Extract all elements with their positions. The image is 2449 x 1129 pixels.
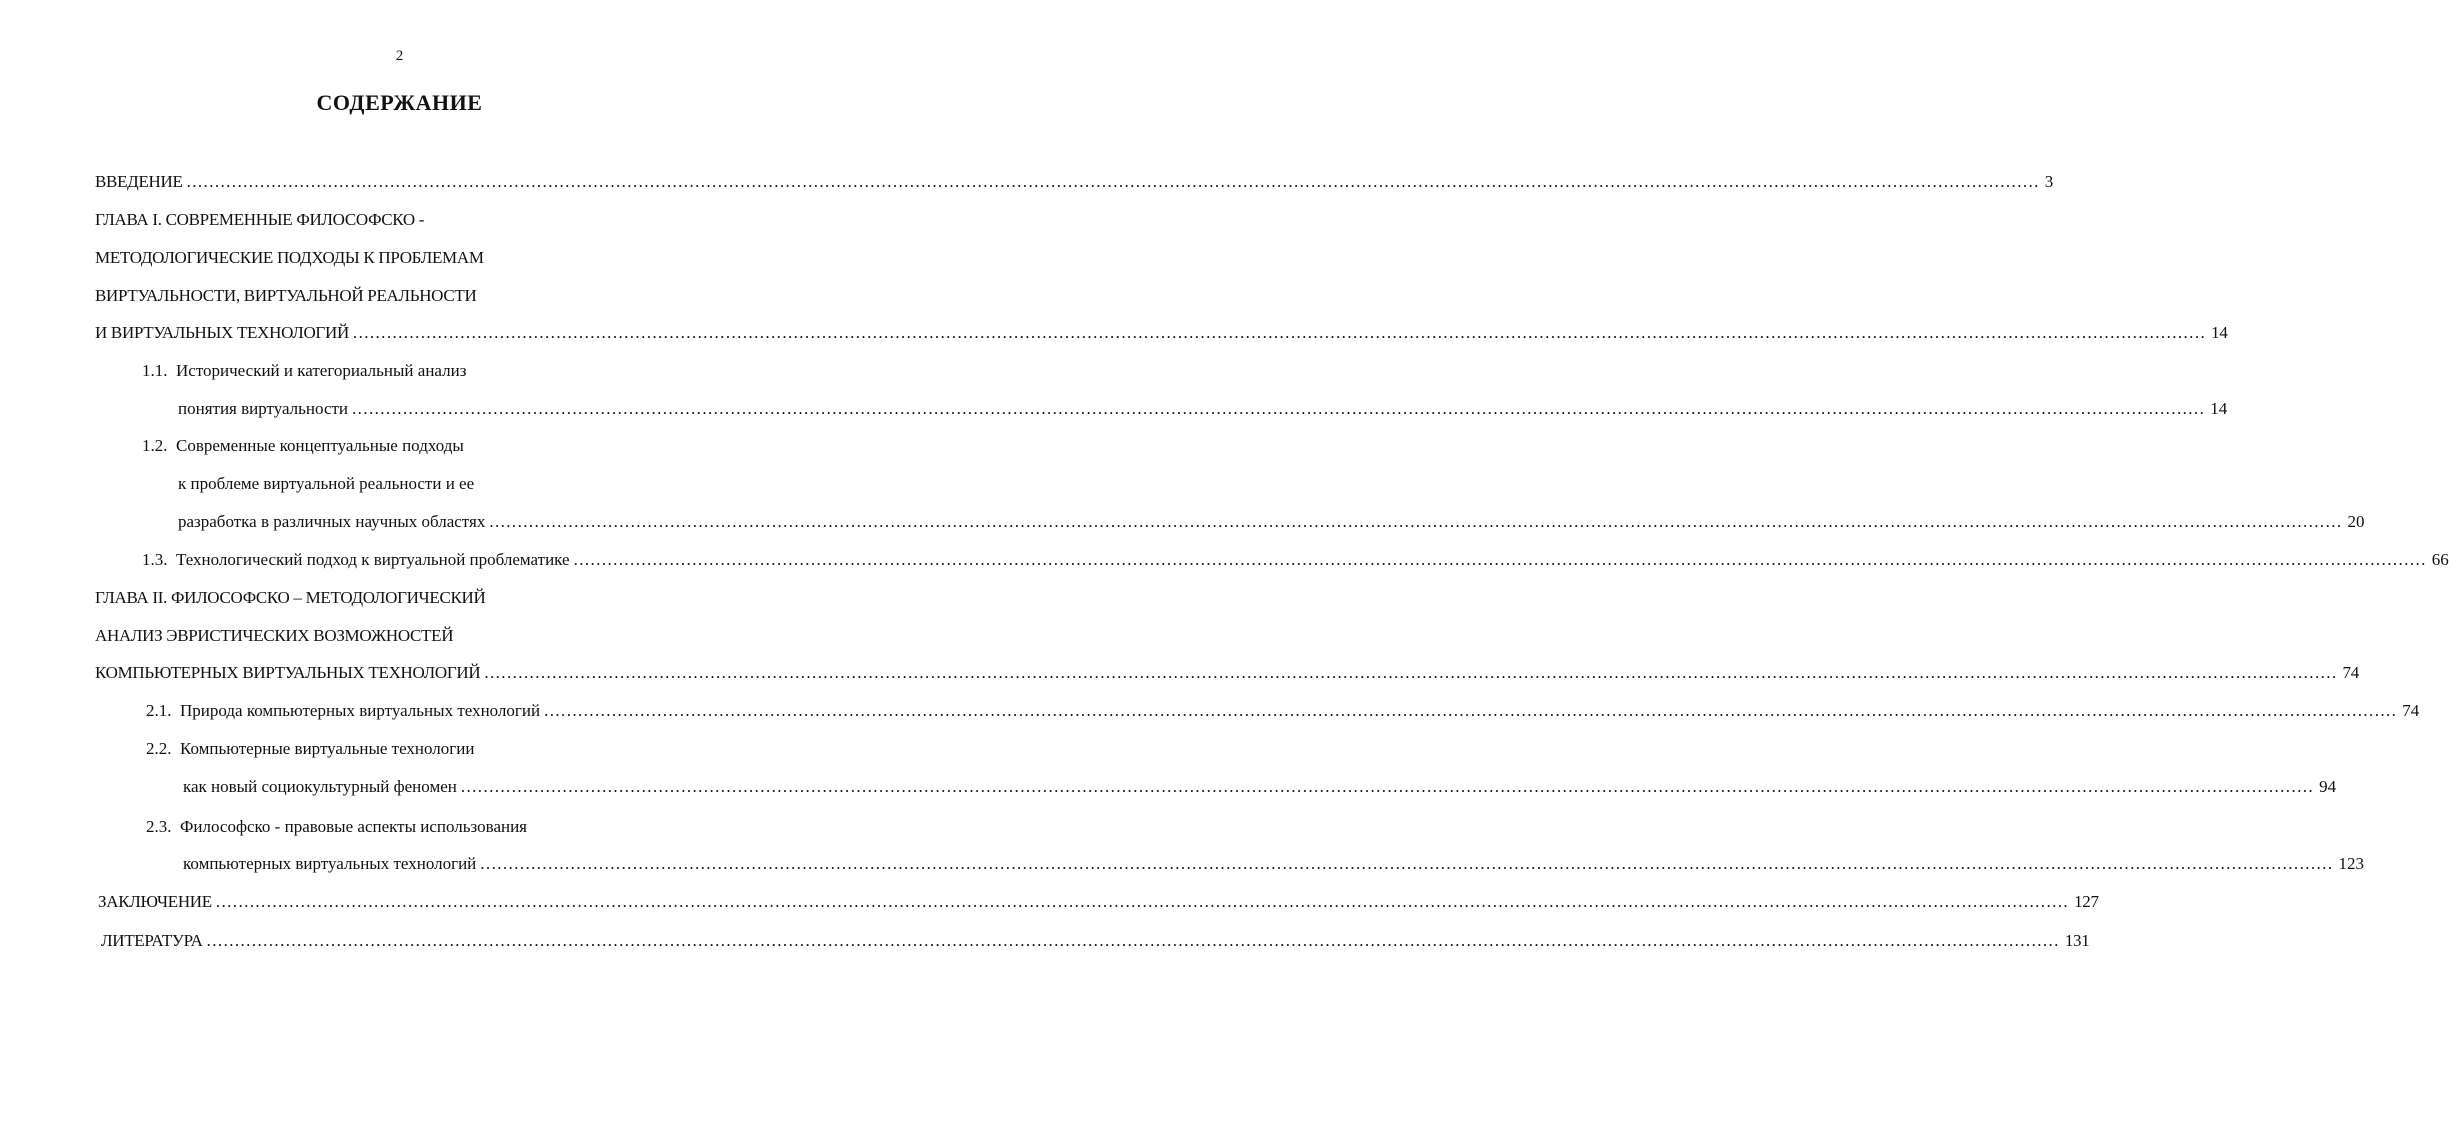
toc-section-1-2-line-3[interactable]	[178, 510, 2365, 534]
toc-entry-literature[interactable]	[101, 929, 2090, 953]
toc-page-number: 14	[2210, 399, 2228, 418]
toc-entry-title: Философско - правовые аспекты использования	[180, 817, 527, 836]
toc-entry-title: АНАЛИЗ ЭВРИСТИЧЕСКИХ ВОЗМОЖНОСТЕЙ	[95, 626, 454, 645]
toc-entry-title: МЕТОДОЛОГИЧЕСКИЕ ПОДХОДЫ К ПРОБЛЕМАМ	[95, 248, 484, 267]
toc-entry-title: ВИРТУАЛЬНОСТИ, ВИРТУАЛЬНОЙ РЕАЛЬНОСТИ	[95, 286, 477, 305]
toc-entry-title: понятия виртуальности	[178, 399, 349, 418]
toc-entry-title: ВВЕДЕНИЕ	[95, 172, 183, 191]
dot-leader: ........................................................................................................................................................................................................................................................................................................................................	[480, 854, 2334, 873]
toc-section-number: 2.3.	[146, 817, 172, 836]
dot-leader: ........................................................................................................................................................................................................................................................................................................................................	[484, 663, 2338, 682]
toc-page-number: 3	[2044, 172, 2053, 191]
toc-chapter-2-line-3[interactable]	[95, 661, 2359, 685]
dot-leader: ........................................................................................................................................................................................................................................................................................................................................	[573, 550, 2427, 569]
dot-leader: ........................................................................................................................................................................................................................................................................................................................................	[460, 777, 2315, 796]
toc-entry-title: как новый социокультурный феномен	[183, 777, 457, 796]
dot-leader: ........................................................................................................................................................................................................................................................................................................................................	[215, 892, 2070, 911]
toc-entry-title: ЛИТЕРАТУРА	[101, 931, 203, 950]
dot-leader: ........................................................................................................................................................................................................................................................................................................................................	[186, 172, 2040, 191]
toc-section-1-2-line-2[interactable]	[178, 472, 474, 496]
toc-section-number: 2.1.	[146, 701, 172, 720]
page-title: СОДЕРЖАНИЕ	[316, 90, 483, 115]
toc-page-number: 14	[2211, 323, 2228, 342]
dot-leader: ........................................................................................................................................................................................................................................................................................................................................	[352, 399, 2206, 418]
toc-chapter-2-line-1[interactable]	[95, 586, 485, 610]
toc-section-2-3-line-1[interactable]	[146, 815, 527, 839]
toc-page-number: 66	[2431, 550, 2449, 569]
toc-page-number: 123	[2338, 854, 2364, 873]
dot-leader: ........................................................................................................................................................................................................................................................................................................................................	[544, 701, 2398, 720]
toc-section-1-1-line-1[interactable]	[142, 359, 466, 383]
toc-entry-title: Природа компьютерных виртуальных технологий	[180, 701, 541, 720]
toc-page-number: 127	[2074, 892, 2099, 911]
toc-section-1-3[interactable]	[142, 548, 2449, 572]
toc-page-number: 131	[2064, 931, 2090, 950]
toc-section-2-1[interactable]	[146, 699, 2420, 723]
toc-section-number: 1.3.	[142, 550, 168, 569]
toc-chapter-1-line-3[interactable]	[95, 284, 476, 308]
dot-leader: ........................................................................................................................................................................................................................................................................................................................................	[206, 931, 2060, 950]
toc-entry-title: Исторический и категориальный анализ	[176, 361, 467, 380]
toc-entry-conclusion[interactable]	[98, 890, 2099, 914]
toc-page-number: 74	[2342, 663, 2359, 682]
toc-entry-title: к проблеме виртуальной реальности и ее	[178, 474, 475, 493]
toc-entry-title: ГЛАВА II. ФИЛОСОФСКО – МЕТОДОЛОГИЧЕСКИЙ	[95, 588, 486, 607]
dot-leader: ........................................................................................................................................................................................................................................................................................................................................	[352, 323, 2207, 342]
toc-section-number: 1.2.	[142, 436, 168, 455]
toc-page-number: 74	[2402, 701, 2420, 720]
toc-section-number: 1.1.	[142, 361, 168, 380]
toc-entry-title: разработка в различных научных областях	[178, 512, 486, 531]
toc-page-number: 20	[2347, 512, 2365, 531]
toc-entry-title: КОМПЬЮТЕРНЫХ ВИРТУАЛЬНЫХ ТЕХНОЛОГИЙ	[95, 663, 481, 682]
toc-section-1-1-line-2[interactable]	[178, 397, 2228, 421]
toc-chapter-2-line-2[interactable]	[95, 624, 453, 648]
toc-entry-intro[interactable]	[95, 170, 2053, 194]
toc-chapter-1-line-4[interactable]	[95, 321, 2228, 345]
toc-entry-title: И ВИРТУАЛЬНЫХ ТЕХНОЛОГИЙ	[95, 323, 349, 342]
toc-chapter-1-line-2[interactable]	[95, 246, 484, 270]
toc-entry-title: ГЛАВА I. СОВРЕМЕННЫЕ ФИЛОСОФСКО -	[95, 210, 425, 229]
toc-section-number: 2.2.	[146, 739, 172, 758]
toc-entry-title: ЗАКЛЮЧЕНИЕ	[98, 892, 212, 911]
toc-section-2-2-line-1[interactable]	[146, 737, 474, 761]
toc-section-1-2-line-1[interactable]	[142, 434, 464, 458]
toc-page-number: 94	[2319, 777, 2337, 796]
toc-chapter-1-line-1[interactable]	[95, 208, 424, 232]
toc-section-2-2-line-2[interactable]	[183, 775, 2337, 799]
toc-entry-title: Компьютерные виртуальные технологии	[180, 739, 475, 758]
toc-entry-title: Современные концептуальные подходы	[176, 436, 464, 455]
toc-entry-title: компьютерных виртуальных технологий	[183, 854, 477, 873]
toc-section-2-3-line-2[interactable]	[183, 852, 2364, 876]
toc-entry-title: Технологический подход к виртуальной проблематике	[176, 550, 570, 569]
dot-leader: ........................................................................................................................................................................................................................................................................................................................................	[489, 512, 2343, 531]
page-number: 2	[395, 48, 404, 64]
